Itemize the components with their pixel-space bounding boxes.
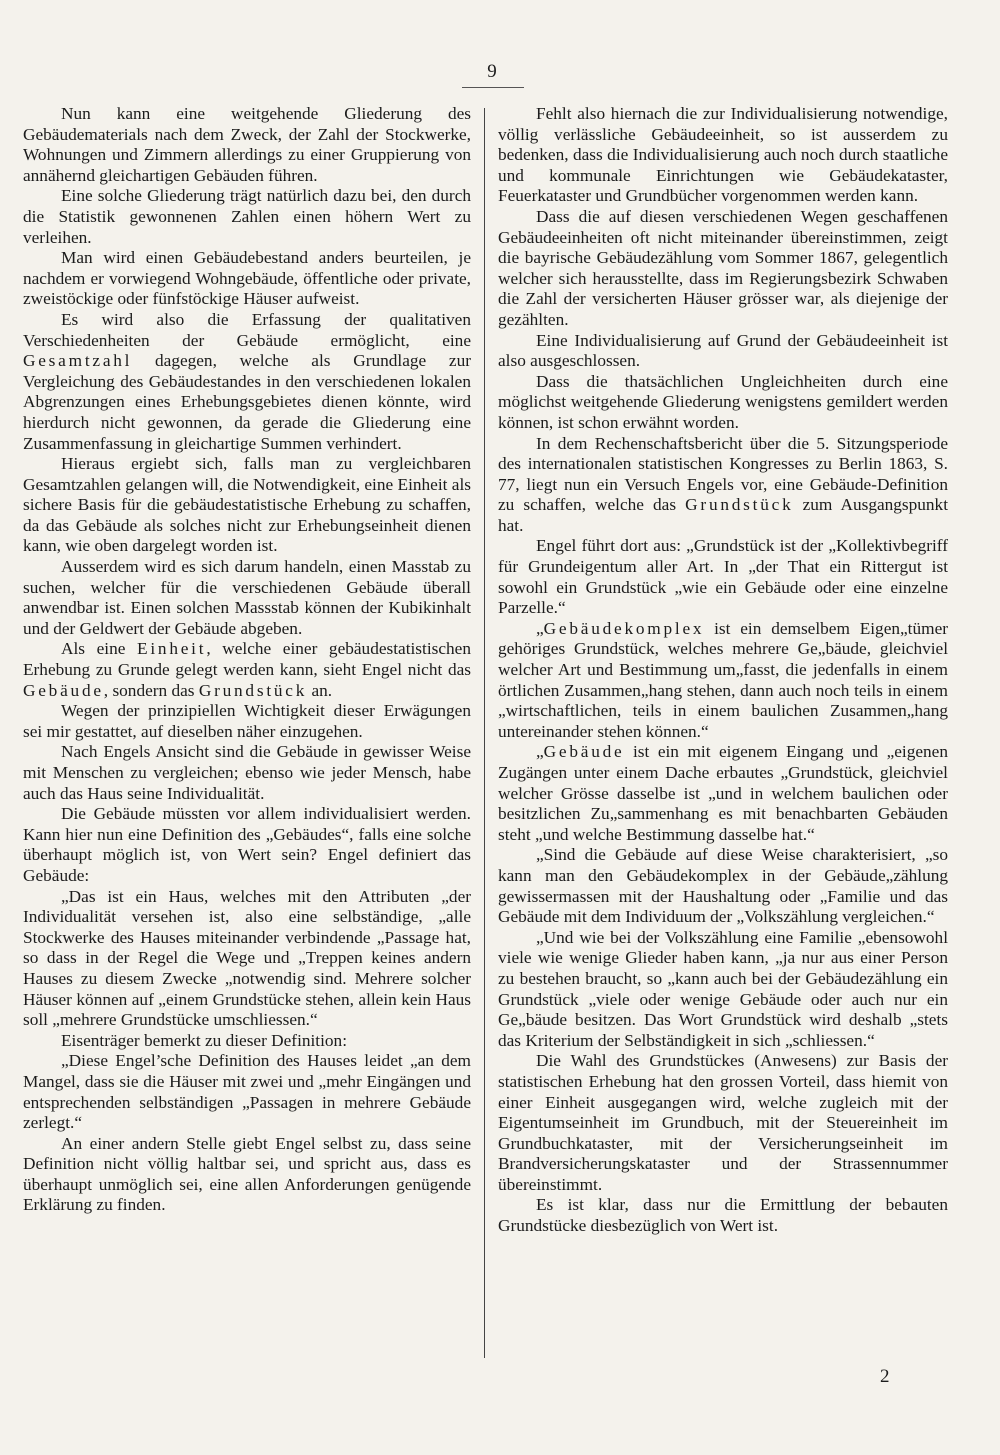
paragraph (498, 434, 948, 537)
paragraph (23, 1134, 471, 1216)
paragraph-text: Als eine (61, 639, 138, 659)
paragraph (23, 186, 471, 248)
paragraph (23, 742, 471, 804)
paragraph-text: Fehlt also hiernach die zur Individualisierung notwendige, völlig verlässliche Gebäudeeinheit, so ist ausserdem zu bedenken, dass die Individualisierung auch noch durch staatliche und kommunale Einrichtungen wie Gebäudekataster, Feuerkataster und Grundbücher vorgenommen werden kann. (498, 104, 948, 206)
paragraph-text: an. (307, 680, 333, 700)
paragraph (498, 331, 948, 372)
paragraph-text: Ausserdem wird es sich darum handeln, einen Masstab zu suchen, welcher für die verschiedenen Gebäude überall anwendbar ist. Einen solchen Massstab können der Kubikinhalt und der Geldwert der Gebäude abgeben. (23, 557, 471, 638)
paragraph (498, 536, 948, 618)
paragraph (23, 701, 471, 742)
spaced-emphasis-text: Gesamtzahl (23, 351, 133, 371)
paragraph-text: Nun kann eine weitgehende Gliederung des Gebäudematerials nach dem Zweck, der Zahl der Stockwerke, Wohnungen und Zimmern allerdings zu einer Gruppierung von annähernd gleichartigen Gebäuden führen. (23, 104, 471, 185)
paragraph-text: Es ist klar, dass nur die Ermittlung der bebauten Grundstücke diesbezüglich von Wert ist. (498, 1195, 948, 1236)
paragraph-text: „Diese Engel’sche Definition des Hauses leidet „an dem Mangel, dass sie die Häuser mit zwei und „mehr Eingängen und entsprechenden selbständigen „Passagen in mehrere Gebäude zerlegt.“ (23, 1051, 471, 1133)
paragraph (23, 1051, 471, 1133)
paragraph (23, 557, 471, 639)
paragraph-text: Eine Individualisierung auf Grund der Gebäudeeinheit ist also ausgeschlossen. (498, 330, 948, 371)
paragraph-text: „ (536, 742, 544, 762)
column-divider (484, 108, 485, 1358)
paragraph-text: ist ein mit eigenem Eingang und „eigenen Zugängen unter einem Dache erbautes „Grundstück, gleichviel welcher Grösse dasselbe ist „und in welchem baulichen oder besitzlichen Zu„sammenhang es mit benachbarten Gebäuden steht „und welche Bestimmung dasselbe hat.“ (498, 742, 948, 844)
paragraph-text: , welche einer gebäudestatistischen Erhebung zu Grunde gelegt werden kann, sieht Engel nicht das (23, 639, 471, 680)
paragraph (23, 310, 471, 454)
paragraph-text: „Sind die Gebäude auf diese Weise charakterisiert, „so kann man den Gebäudekomplex in der Gebäude„zählung gewissermassen mit der Haushaltung oder „Familie und das Gebäude mit dem Individuum der „Volkszählung vergleichen.“ (498, 845, 948, 927)
spaced-emphasis-text: Gebäudekomplex (543, 618, 705, 638)
paragraph (23, 639, 471, 701)
paragraph-text: Engel führt dort aus: „Grundstück ist der „Kollektivbegriff für Grundeigentum aller Art. In „der That ein Rittergut ist sowohl ein Grundstück „wie ein Gebäude oder eine einzelne Parzelle.“ (498, 536, 948, 618)
paragraph (498, 372, 948, 434)
paragraph (498, 1195, 948, 1236)
paragraph (23, 804, 471, 886)
paragraph-text: dagegen, welche als Grundlage zur Vergleichung des Gebäudestandes in den verschiedenen lokalen Abgrenzungen eines Erhebungsgebietes dienen könnte, wird hierdurch nicht gewonnen, da gerade die Gliederung eine Zusammenfassung in gleichartige Summen verhindert. (23, 351, 471, 453)
paragraph-text: Eine solche Gliederung trägt natürlich dazu bei, den durch die Statistik gewonnenen Zahlen einen höhern Wert zu verleihen. (23, 186, 471, 247)
paragraph (498, 104, 948, 207)
paragraph-text: ist ein demselbem Eigen„tümer gehöriges Grundstück, welches mehrere Ge„bäude, gleichviel welcher Art und Bestimmung um„fasst, die jedenfalls in einem örtlichen Zusammen„hang stehen, dann auch noch teils in einem „wirtschaftlichen, teils in einem baulichen Zusammen„hang untereinander stehen können.“ (498, 618, 948, 741)
paragraph-text: „ (536, 618, 544, 638)
paragraph (498, 207, 948, 331)
page-number: 9 (487, 61, 497, 82)
paragraph (23, 454, 471, 557)
paragraph-text: Wegen der prinzipiellen Wichtigkeit dieser Erwägungen sei mir gestattet, auf dieselben näher einzugehen. (23, 701, 471, 741)
spaced-emphasis-text: Gebäude (543, 742, 625, 762)
footer-signature-mark: 2 (880, 1366, 890, 1387)
paragraph-text: In dem Rechenschaftsbericht über die 5. Sitzungsperiode des internationalen statistischen Kongresses zu Berlin 1863, S. 77, liegt nun ein Versuch Engels vor, eine Gebäude-Definition zu schaffen, welche das (498, 433, 948, 515)
paragraph (498, 1051, 948, 1195)
paragraph (23, 1031, 471, 1052)
paragraph (23, 104, 471, 186)
paragraph-text: Hieraus ergiebt sich, falls man zu vergleichbaren Gesamtzahlen gelangen will, die Notwendigkeit, eine Einheit als sichere Basis für die gebäudestatistische Erhebung zu schaffen, da das Gebäude als solches nicht zur Erhebungseinheit dienen kann, wie oben dargelegt worden ist. (23, 454, 471, 556)
paragraph-text: Eisenträger bemerkt zu dieser Definition: (61, 1030, 347, 1050)
paragraph-text: zum Ausgangspunkt hat. (498, 495, 948, 535)
spaced-emphasis-text: Einheit (137, 639, 207, 659)
paragraph (498, 742, 948, 845)
paragraph-text: Die Gebäude müssten vor allem individualisiert werden. Kann hier nun eine Definition des „Gebäudes“, falls eine solche überhaupt möglich ist, von Wert sein? Engel definiert das Gebäude: (23, 804, 471, 885)
paragraph-text: „Und wie bei der Volkszählung eine Familie „ebensowohl viele wie wenige Glieder haben kann, „ja nur aus einer Person zu bestehen braucht, so „kann auch bei der Gebäudezählung ein Grundstück „viele oder wenige Gebäude oder auch nur ein Ge„bäude besitzen. Das Wort Grundstück wird deshalb „stets das Kriterium der Selbständigkeit in sich „schliessen.“ (498, 927, 948, 1050)
paragraph (23, 248, 471, 310)
paragraph (23, 887, 471, 1031)
paragraph-text: Dass die auf diesen verschiedenen Wegen geschaffenen Gebäudeeinheiten oft nicht miteinander übereinstimmen, zeigt die bayrische Gebäudezählung vom Sommer 1867, gelegentlich welcher sich herausstellte, dass im Regierungsbezirk Schwaben die Zahl der versicherten Häuser grösser war, als diejenige der gezählten. (498, 206, 948, 329)
paragraph-text: Es wird also die Erfassung der qualitativen Verschiedenheiten der Gebäude ermöglicht, eine (23, 309, 471, 350)
paragraph-text: Die Wahl des Grundstückes (Anwesens) zur Basis der statistischen Erhebung hat den grossen Vorteil, dass hiemit von einer Einheit ausgegangen wird, welche zugleich mit der Eigentumseinheit im Grundbuch, mit der Steuereinheit im Grundbuchkataster, mit der Versicherungseinheit im Brandversicherungskataster und der Strassennummer übereinstimmt. (498, 1051, 948, 1194)
paragraph (498, 619, 948, 743)
header-rule (462, 87, 524, 88)
spaced-emphasis-text: Grundstück (198, 680, 308, 700)
spaced-emphasis-text: Grundstück (685, 495, 794, 515)
paragraph (498, 928, 948, 1052)
left-column (23, 104, 471, 1216)
paragraph-text: Man wird einen Gebäudebestand anders beurteilen, je nachdem er vorwiegend Wohngebäude, öffentliche oder private, zweistöckige oder fünfstöckige Häuser aufweist. (23, 248, 471, 309)
paragraph (498, 845, 948, 927)
paragraph-text: „Das ist ein Haus, welches mit den Attributen „der Individualität versehen ist, also eine selbständige, „alle Stockwerke des Hauses miteinander verbindende „Passage hat, so dass in der Regel die Wege und „Treppen keines andern Hauses zu diesem Zwecke „notwendig sind. Mehrere solcher Häuser können auf „einem Grundstücke stehen, allein kein Haus soll „mehrere Grundstücke umschliessen.“ (23, 886, 471, 1030)
paragraph-text: Dass die thatsächlichen Ungleichheiten durch eine möglichst weitgehende Gliederung wenigstens gemildert werden können, ist schon erwähnt worden. (498, 371, 948, 432)
right-column (498, 104, 948, 1237)
paragraph-text: An einer andern Stelle giebt Engel selbst zu, dass seine Definition nicht völlig haltbar sei, und spricht aus, dass es überhaupt unmöglich sei, eine allen Anforderungen genügende Erklärung zu finden. (23, 1133, 471, 1215)
paragraph-text: , sondern das (103, 680, 199, 700)
spaced-emphasis-text: Gebäude (23, 680, 104, 700)
paragraph-text: Nach Engels Ansicht sind die Gebäude in gewisser Weise mit Menschen zu vergleichen; ebenso wie jeder Mensch, habe auch das Haus seine Individualität. (23, 742, 471, 803)
